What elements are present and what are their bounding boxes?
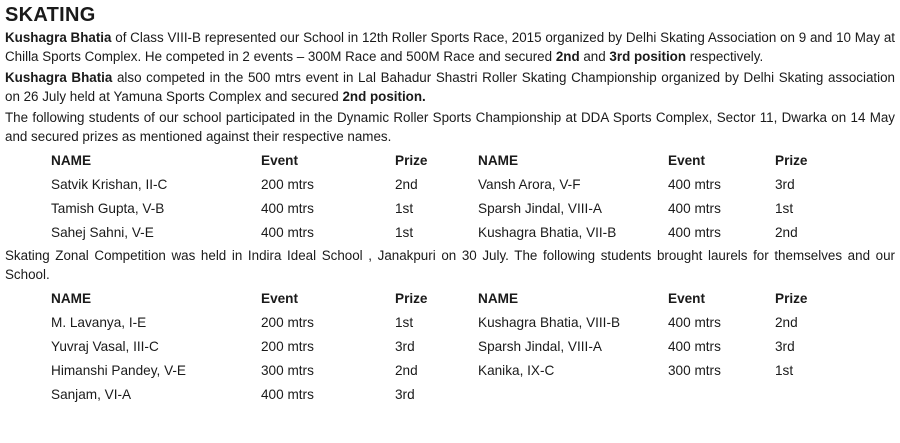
cell-prize: 1st (775, 363, 794, 378)
column-header-event: Event (668, 153, 706, 168)
cell-event: 300 mtrs (261, 363, 314, 378)
paragraph-text: of Class VIII-B represented our School in 12th Roller Sports Race, 2015 organized by Delhi Skating Association on 9 and 10 May at Chilla Sports Complex. He competed in 2 events – 300M Race and 500M Race and secured (5, 30, 896, 64)
cell-event: 300 mtrs (668, 363, 721, 378)
cell-name: Kanika, IX-C (478, 363, 555, 378)
cell-name: Sahej Sahni, V-E (51, 225, 154, 240)
cell-name: Sparsh Jindal, VIII-A (478, 339, 602, 354)
paragraph-text: also competed in the 500 mtrs event in Lal Bahadur Shastri Roller Skating Championship organized by Delhi Skating association on 26 July held at Yamuna Sports Complex and secured (5, 70, 895, 104)
position-3rd: 3rd position (609, 48, 687, 64)
paragraph-3: The following students of our school participated in the Dynamic Roller Sports Championship at DDA Sports Complex, Sector 11, Dwarka on 14 May and secured prizes as mentioned against their respective names. (5, 110, 895, 144)
column-header-prize: Prize (775, 291, 808, 306)
student-name: Kushagra Bhatia (5, 30, 112, 45)
cell-event: 200 mtrs (261, 339, 314, 354)
column-header-event: Event (668, 291, 706, 306)
cell-name: Himanshi Pandey, V-E (51, 363, 186, 378)
cell-name: M. Lavanya, I-E (51, 315, 147, 330)
cell-prize: 3rd (775, 177, 795, 192)
cell-event: 400 mtrs (668, 177, 721, 192)
cell-event: 400 mtrs (668, 339, 721, 354)
position-2nd: 2nd position. (342, 88, 426, 104)
cell-name: Sparsh Jindal, VIII-A (478, 201, 602, 216)
column-header-event: Event (261, 153, 299, 168)
column-header-event: Event (261, 291, 299, 306)
paragraph-1 (5, 29, 895, 66)
cell-event: 400 mtrs (261, 387, 314, 402)
cell-name: Satvik Krishan, II-C (51, 177, 168, 192)
student-name: Kushagra Bhatia (5, 70, 113, 85)
cell-prize: 2nd (775, 225, 798, 240)
cell-event: 400 mtrs (668, 225, 721, 240)
cell-event: 400 mtrs (261, 201, 314, 216)
cell-name: Kushagra Bhatia, VIII-B (478, 315, 621, 330)
cell-name: Kushagra Bhatia, VII-B (478, 225, 617, 240)
cell-event: 400 mtrs (261, 225, 314, 240)
paragraph-text: respectively. (686, 48, 764, 64)
cell-prize: 3rd (775, 339, 795, 354)
cell-name: Yuvraj Vasal, III-C (51, 339, 159, 354)
cell-event: 400 mtrs (668, 201, 721, 216)
section-title: SKATING (5, 4, 96, 26)
cell-prize: 2nd (395, 363, 418, 378)
cell-event: 200 mtrs (261, 177, 314, 192)
cell-prize: 2nd (775, 315, 798, 330)
position-2nd: 2nd (555, 48, 580, 64)
cell-event: 400 mtrs (668, 315, 721, 330)
paragraph-text: and (579, 48, 610, 64)
column-header-name: NAME (51, 153, 92, 168)
document-page (5, 0, 896, 402)
cell-prize: 1st (775, 201, 794, 216)
results-table-1 (5, 149, 895, 245)
paragraph-2 (5, 69, 895, 106)
column-header-prize: Prize (395, 291, 428, 306)
cell-event: 200 mtrs (261, 315, 314, 330)
column-header-name: NAME (478, 291, 519, 306)
column-header-prize: Prize (395, 153, 428, 168)
cell-name: Sanjam, VI-A (51, 387, 132, 402)
cell-prize: 2nd (395, 177, 418, 192)
cell-prize: 1st (395, 225, 414, 240)
cell-prize: 1st (395, 201, 414, 216)
cell-prize: 3rd (395, 339, 415, 354)
column-header-prize: Prize (775, 153, 808, 168)
cell-prize: 1st (395, 315, 414, 330)
column-header-name: NAME (51, 291, 92, 306)
results-table-2 (5, 287, 895, 402)
paragraph-4: Skating Zonal Competition was held in Indira Ideal School , Janakpuri on 30 July. The following students brought laurels for themselves and our School. (5, 248, 895, 282)
column-header-name: NAME (478, 153, 519, 168)
cell-name: Vansh Arora, V-F (478, 177, 581, 192)
cell-name: Tamish Gupta, V-B (51, 201, 165, 216)
cell-prize: 3rd (395, 387, 415, 402)
